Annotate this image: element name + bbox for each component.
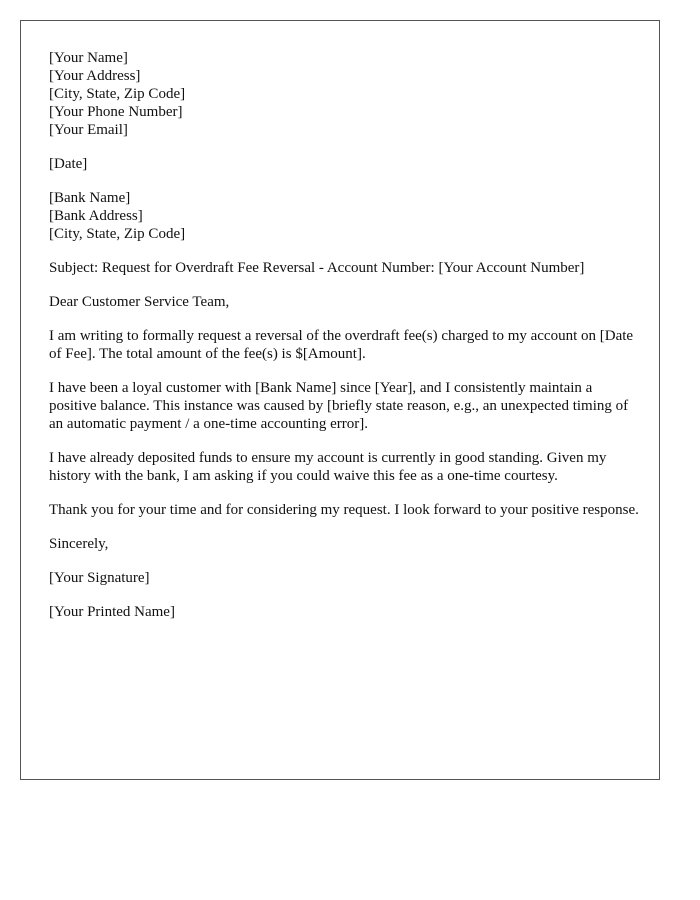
sender-address: [Your Address] (49, 68, 141, 84)
subject-text: Subject: Request for Overdraft Fee Reversal - Account Number: [Your Account Number] (49, 260, 585, 276)
body-paragraph-2: I have been a loyal customer with [Bank Name] since [Year], and I consistently maintain a positive balance. This instance was caused by [briefly state reason, e.g., an unexpected timing of an automatic payment / a one-time accounting error]. (49, 380, 629, 432)
salutation: Dear Customer Service Team, (49, 294, 230, 310)
letter-date: [Date] (49, 156, 88, 172)
recipient-bank-name: [Bank Name] (49, 190, 131, 206)
body-paragraph-3: I have already deposited funds to ensure my account is currently in good standing. Given my history with the bank, I am asking if you could waive this fee as a one-time courtesy. (49, 450, 607, 484)
salutation-block (49, 293, 641, 311)
sender-block (49, 49, 641, 139)
sender-city-state-zip: [City, State, Zip Code] (49, 86, 186, 102)
closing-block (49, 535, 641, 553)
sender-email: [Your Email] (49, 122, 128, 138)
printed-name-block (49, 603, 641, 621)
recipient-bank-address: [Bank Address] (49, 208, 143, 224)
body-paragraph-1: I am writing to formally request a reversal of the overdraft fee(s) charged to my account on [Date of Fee]. The total amount of the fee(s) is $[Amount]. (49, 328, 634, 362)
letter-body (49, 49, 641, 637)
signature-block (49, 569, 641, 587)
sender-phone: [Your Phone Number] (49, 104, 183, 120)
sender-name: [Your Name] (49, 50, 128, 66)
date-block (49, 155, 641, 173)
subject-line (49, 259, 641, 277)
signature: [Your Signature] (49, 570, 150, 586)
closing: Sincerely, (49, 536, 109, 552)
recipient-city-state-zip: [City, State, Zip Code] (49, 226, 186, 242)
letter-page (20, 20, 660, 780)
body-paragraph-4: Thank you for your time and for considering my request. I look forward to your positive response. (49, 502, 639, 518)
printed-name: [Your Printed Name] (49, 604, 175, 620)
recipient-block (49, 189, 641, 243)
